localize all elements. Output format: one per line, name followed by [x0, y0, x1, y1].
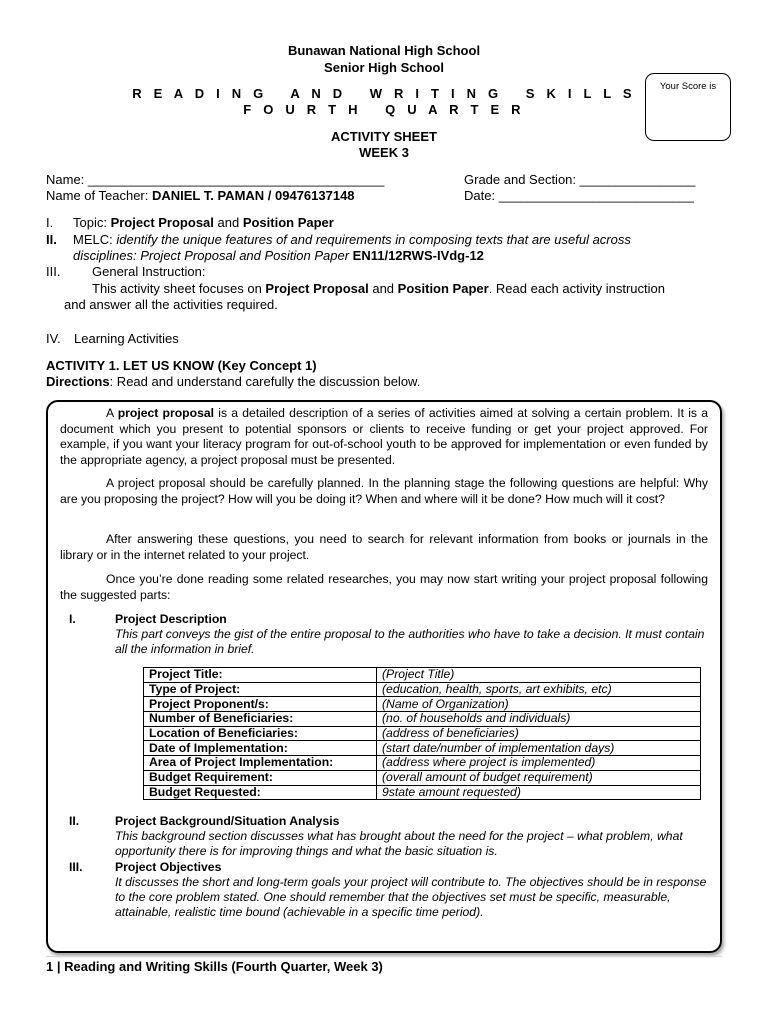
- topic-line: [73, 215, 334, 230]
- gen-label: General Instruction:: [92, 264, 206, 279]
- row-label: Project Proponent/s:: [144, 697, 377, 712]
- table-row: [144, 756, 701, 771]
- quarter-title: F O U R T H Q U A R T E R: [243, 102, 525, 117]
- topic-a: Project Proposal: [110, 215, 214, 230]
- teacher-field: [46, 188, 355, 203]
- row-value: (start date/number of implementation days): [377, 741, 701, 756]
- p3-text: After answering these questions, you need to search for relevant information from books or journals in the library or in the internet related to your project.: [60, 532, 708, 562]
- date-field: [464, 188, 694, 203]
- melc-line-1: [73, 232, 631, 247]
- subject-title: R E A D I N G A N D W R I T I N G S K I L L S: [132, 86, 636, 101]
- gen-and: and: [368, 281, 398, 296]
- topic-num: I.: [46, 215, 54, 230]
- paragraph-1: [60, 406, 708, 468]
- melc-code: EN11/12RWS-IVdg-12: [352, 248, 484, 263]
- week-title: WEEK 3: [359, 145, 409, 160]
- row-value: (Name of Organization): [377, 697, 701, 712]
- section-1-num: I.: [69, 612, 76, 626]
- row-label: Location of Beneficiaries:: [144, 726, 377, 741]
- score-label: Your Score is: [659, 81, 717, 92]
- name-line: _________________________________________: [87, 172, 385, 187]
- row-value: 9state amount requested): [377, 785, 701, 800]
- melc-label: MELC:: [73, 232, 117, 247]
- activity-title: ACTIVITY 1. LET US KNOW (Key Concept 1): [46, 358, 317, 373]
- paragraph-3: [60, 532, 708, 563]
- row-label: Area of Project Implementation:: [144, 756, 377, 771]
- p4-text: Once you’re done reading some related researches, you may now start writing your project proposal following the suggested parts:: [60, 572, 708, 602]
- date-label: Date:: [464, 188, 499, 203]
- row-value: (education, health, sports, art exhibits, etc): [377, 682, 701, 697]
- table-row: [144, 726, 701, 741]
- gen-num: III.: [46, 264, 61, 279]
- row-label: Budget Requirement:: [144, 770, 377, 785]
- section-3-num: III.: [69, 860, 83, 874]
- grade-field: [464, 172, 695, 187]
- row-label: Date of Implementation:: [144, 741, 377, 756]
- section-1-desc: This part conveys the gist of the entire proposal to the authorities who have to take a decision. It must contain all the information in brief.: [115, 627, 705, 656]
- gen-line-2: and answer all the activities required.: [64, 297, 278, 312]
- section-3-desc: It discusses the short and long-term goals your project will contribute to. The objectives should be in response to the core problem stated. One should remember that the objectives set must be specific, measurable, attainable, realistic time bound (achievable in a specific time period).: [115, 875, 707, 919]
- directions-line: [46, 374, 420, 389]
- project-table: [143, 667, 701, 800]
- teacher-label: Name of Teacher:: [46, 188, 152, 203]
- melc-line-2: [73, 248, 484, 263]
- melc-text-1: identify the unique features of and requirements in composing texts that are useful across: [116, 232, 631, 247]
- school-level: Senior High School: [324, 60, 444, 75]
- table-row: [144, 712, 701, 727]
- row-value: (Project Title): [377, 668, 701, 683]
- section-3-title: Project Objectives: [115, 860, 222, 874]
- row-value: (no. of households and individuals): [377, 712, 701, 727]
- gen-text-2: . Read each activity instruction: [488, 281, 665, 296]
- section-1-title: Project Description: [115, 612, 227, 626]
- footer-divider: [46, 956, 722, 957]
- table-row: [144, 697, 701, 712]
- p1-bold: project proposal: [117, 406, 215, 420]
- grade-label: Grade and Section:: [464, 172, 580, 187]
- topic-label: Topic:: [73, 215, 111, 230]
- p1-pre: A: [106, 406, 118, 420]
- row-value: (address where project is implemented): [377, 756, 701, 771]
- gen-bold-2: Position Paper: [397, 281, 489, 296]
- grade-line: ________________: [579, 172, 696, 187]
- gen-text-1: This activity sheet focuses on: [92, 281, 266, 296]
- directions-text: : Read and understand carefully the discussion below.: [109, 374, 421, 389]
- row-value: (overall amount of budget requirement): [377, 770, 701, 785]
- name-field: [46, 172, 384, 187]
- topic-and: and: [213, 215, 243, 230]
- name-label: Name:: [46, 172, 88, 187]
- p1-rest: is a detailed description of a series of activities aimed at solving a certain problem. It is a document which you present to potential sponsors or clients to receive funding or get your project approved. For example, if you want your literacy program for out-of-school youth to be approved for implementation or even funded by the appropriate agency, a project proposal must be presented.: [60, 406, 709, 467]
- melc-num: II.: [46, 232, 57, 247]
- p2-text: A project proposal should be carefully planned. In the planning stage the following questions are helpful: Why are you proposing the project? How will you be doing it? When and where will it be done? How much will it cost?: [60, 476, 708, 506]
- la-label: Learning Activities: [74, 331, 179, 346]
- school-name: Bunawan National High School: [287, 43, 481, 58]
- row-value: (address of beneficiaries): [377, 726, 701, 741]
- table-row: [144, 668, 701, 683]
- table-row: [144, 682, 701, 697]
- section-2-num: II.: [69, 814, 80, 828]
- row-label: Project Title:: [144, 668, 377, 683]
- section-2-title: Project Background/Situation Analysis: [115, 814, 340, 828]
- paragraph-2: [60, 476, 708, 507]
- page-footer: 1 | Reading and Writing Skills (Fourth Quarter, Week 3): [46, 959, 383, 974]
- gen-line-1: [92, 281, 665, 296]
- row-label: Budget Requested:: [144, 785, 377, 800]
- table-row: [144, 785, 701, 800]
- la-num: IV.: [46, 331, 61, 346]
- topic-b: Position Paper: [242, 215, 334, 230]
- melc-text-2: disciplines: Project Proposal and Position Paper: [73, 248, 353, 263]
- sheet-title: ACTIVITY SHEET: [331, 129, 437, 144]
- section-2-desc: This background section discusses what has brought about the need for the project – what problem, what opportunity there is for improving things and what the basic situation is.: [115, 829, 683, 858]
- row-label: Type of Project:: [144, 682, 377, 697]
- paragraph-4: [60, 572, 708, 603]
- gen-bold-1: Project Proposal: [265, 281, 369, 296]
- teacher-value: DANIEL T. PAMAN / 09476137148: [151, 188, 355, 203]
- table-row: [144, 770, 701, 785]
- score-box: [645, 73, 731, 141]
- table-row: [144, 741, 701, 756]
- row-label: Number of Beneficiaries:: [144, 712, 377, 727]
- directions-label: Directions: [46, 374, 110, 389]
- date-line: ___________________________: [498, 188, 694, 203]
